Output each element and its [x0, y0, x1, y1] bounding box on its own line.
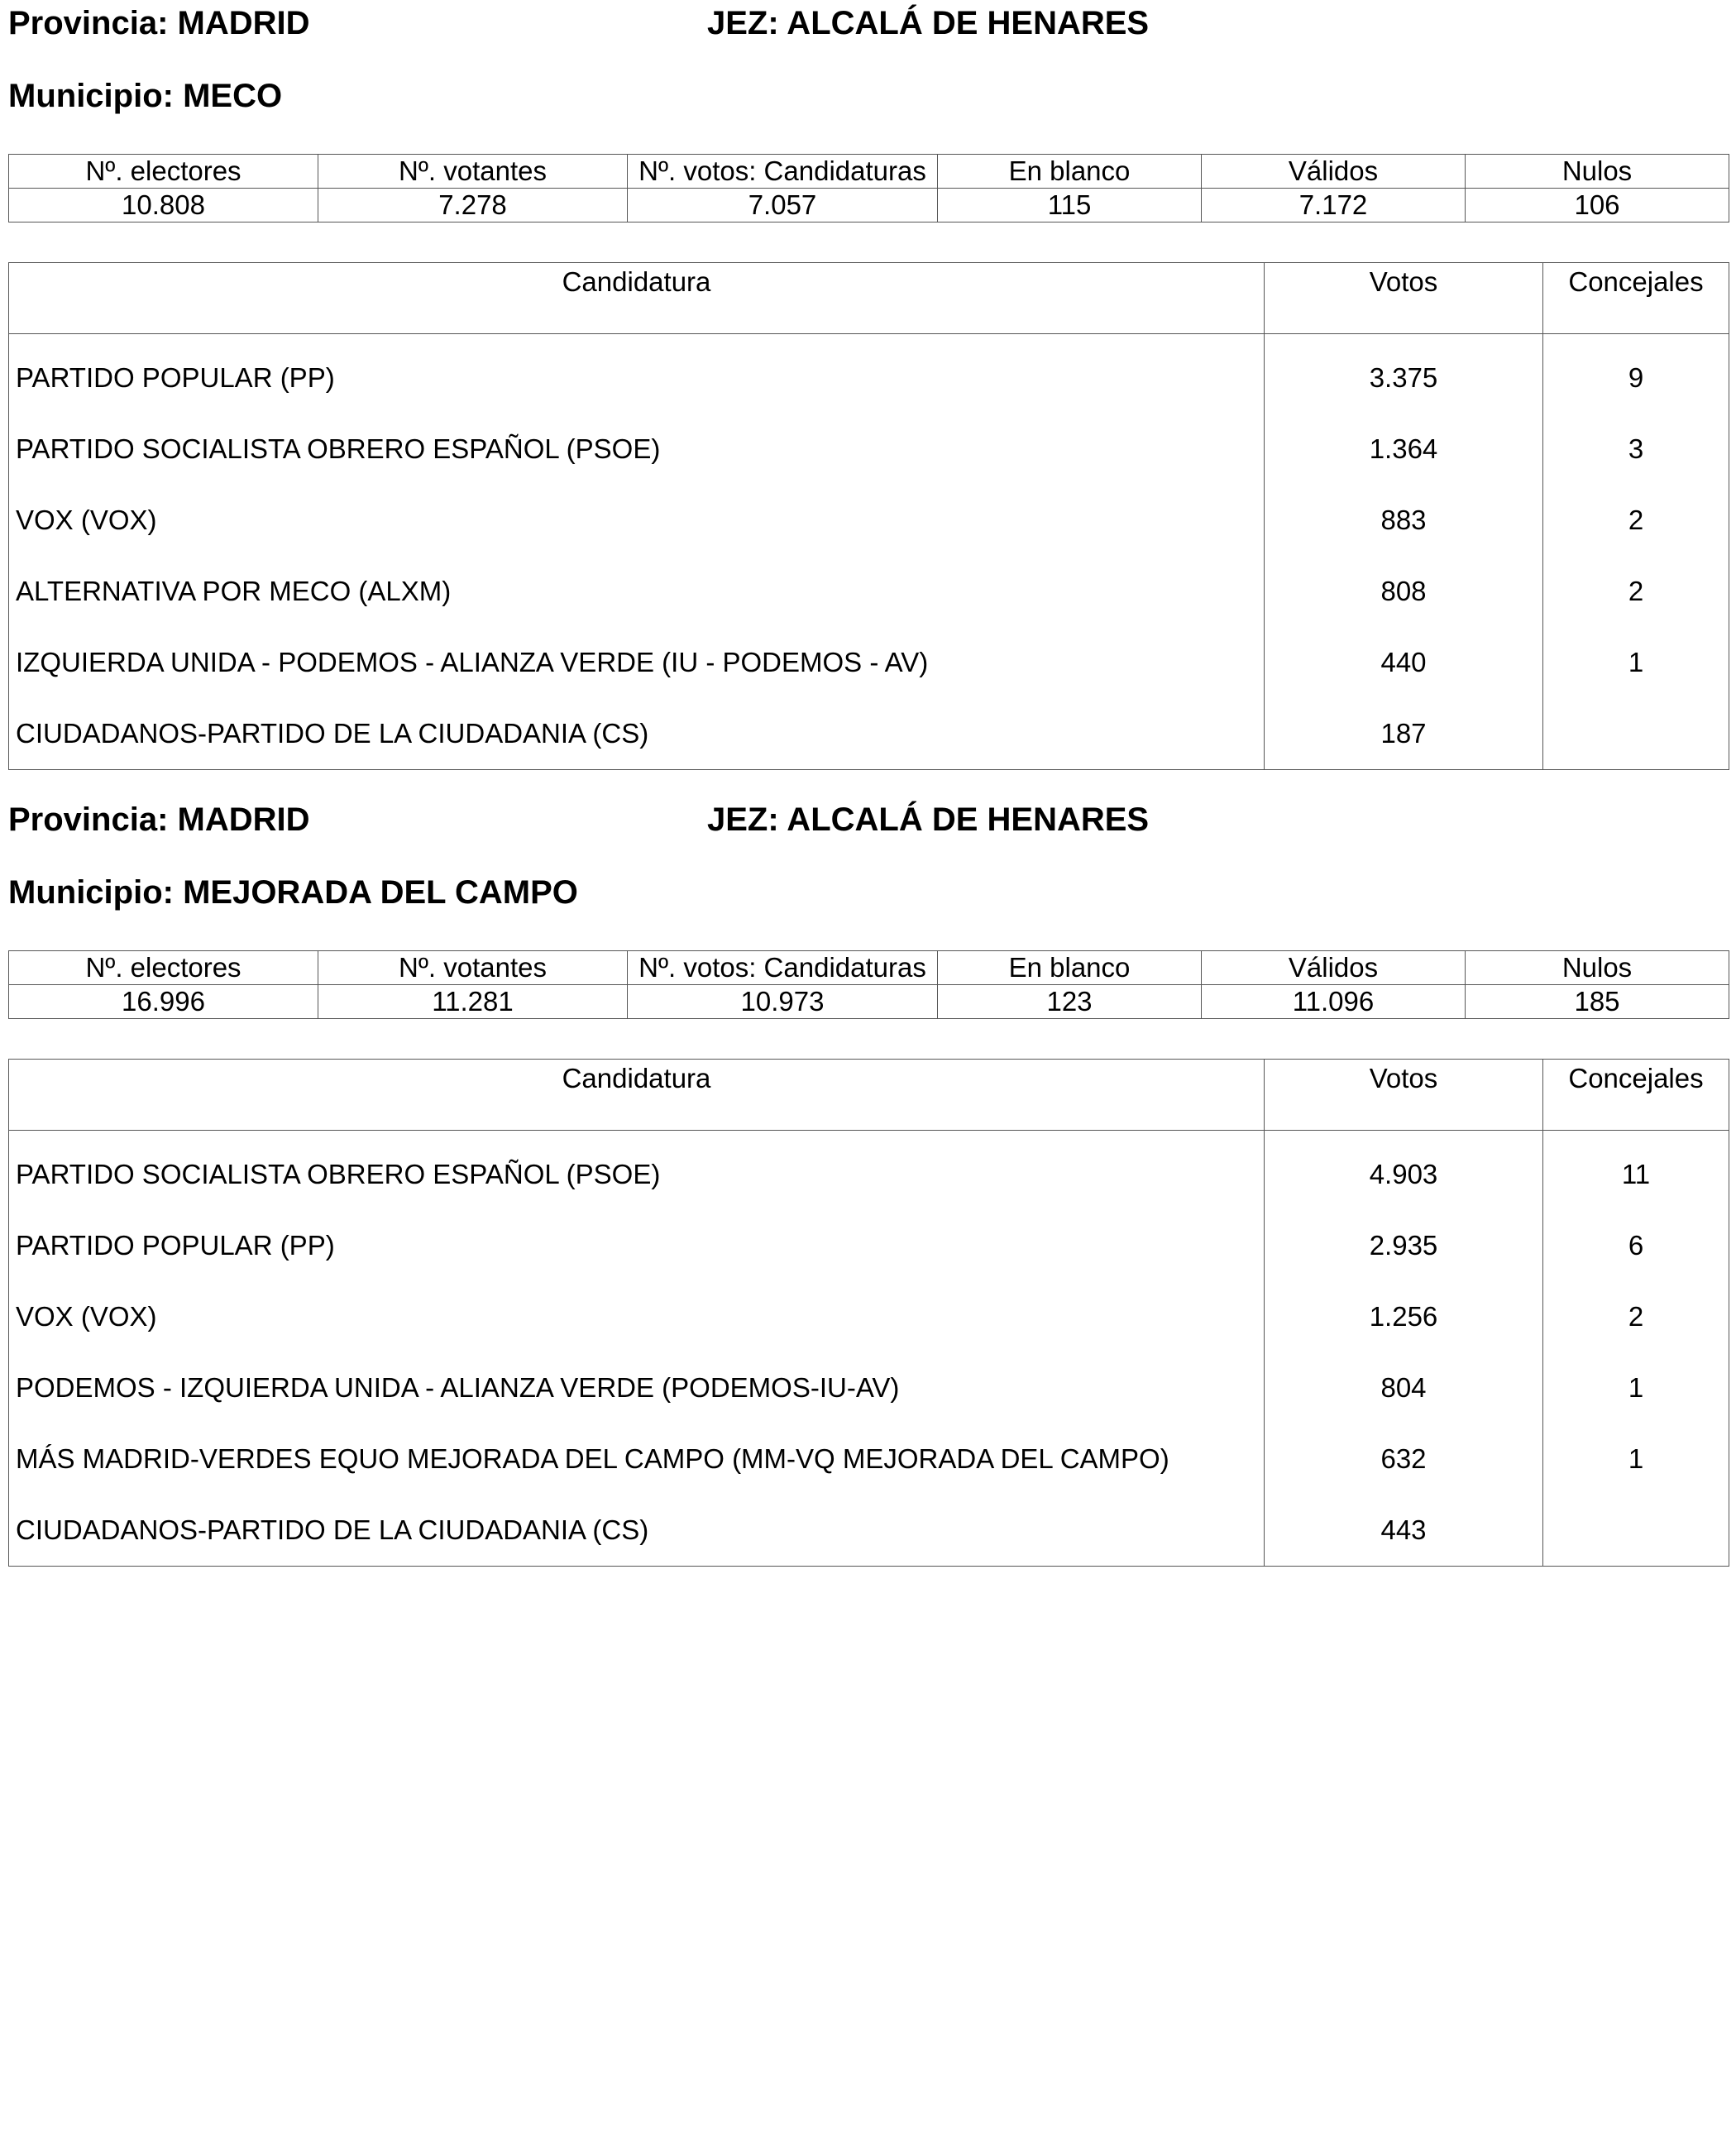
concejales-value: 1: [1543, 1423, 1729, 1495]
stats-table: [8, 950, 1729, 1019]
votos-value: 187: [1265, 698, 1543, 770]
stats-header-cell: En blanco: [938, 155, 1202, 189]
candidatura-name: PARTIDO POPULAR (PP): [16, 1230, 335, 1261]
jez-label: JEZ: ALCALÁ DE HENARES: [707, 801, 1150, 838]
stats-value-cell: 115: [938, 189, 1202, 222]
stats-header-cell: En blanco: [938, 951, 1202, 985]
candidatura-name: MÁS MADRID-VERDES EQUO MEJORADA DEL CAMPO (MM-VQ MEJORADA DEL CAMPO): [16, 1443, 1169, 1474]
votos-value: 1.364: [1265, 414, 1543, 485]
candidatura-row: [9, 627, 1729, 698]
votos-value: 443: [1265, 1495, 1543, 1567]
stats-value-cell: 16.996: [9, 985, 318, 1019]
stats-header-cell: Nulos: [1466, 155, 1729, 189]
candidatura-row: [9, 414, 1729, 485]
candidatura-name: CIUDADANOS-PARTIDO DE LA CIUDADANIA (CS): [16, 718, 649, 749]
stats-header-cell: Nulos: [1466, 951, 1729, 985]
stats-header-row: [9, 951, 1729, 985]
stats-header-cell: Nº. votantes: [318, 951, 628, 985]
concejales-header: Concejales: [1543, 1060, 1729, 1131]
candidatura-header: Candidatura: [9, 1060, 1265, 1131]
stats-value-cell: 123: [938, 985, 1202, 1019]
stats-header-cell: Nº. votos: Candidaturas: [628, 951, 938, 985]
concejales-value: 6: [1543, 1210, 1729, 1281]
concejales-value: 11: [1543, 1131, 1729, 1211]
provincia-label: Provincia: MADRID: [8, 801, 310, 838]
candidatura-row: [9, 1352, 1729, 1423]
municipio-section-meco: [8, 0, 1729, 770]
stats-value-cell: 10.973: [628, 985, 938, 1019]
candidatura-name: PODEMOS - IZQUIERDA UNIDA - ALIANZA VERDE (PODEMOS-IU-AV): [16, 1372, 900, 1403]
stats-header-cell: Nº. votantes: [318, 155, 628, 189]
candidatura-name: IZQUIERDA UNIDA - PODEMOS - ALIANZA VERDE (IU - PODEMOS - AV): [16, 647, 929, 677]
candidatura-name: VOX (VOX): [16, 1301, 157, 1332]
section-header: [8, 797, 1729, 846]
concejales-value: [1543, 698, 1729, 770]
concejales-value: 1: [1543, 627, 1729, 698]
votos-value: 883: [1265, 485, 1543, 556]
candidatura-row: [9, 698, 1729, 770]
votos-value: 3.375: [1265, 334, 1543, 414]
stats-header-cell: Nº. votos: Candidaturas: [628, 155, 938, 189]
candidatura-row: [9, 1495, 1729, 1567]
stats-value-row: [9, 985, 1729, 1019]
votos-value: 632: [1265, 1423, 1543, 1495]
votos-header: Votos: [1265, 1060, 1543, 1131]
candidatura-row: [9, 485, 1729, 556]
municipio-title: Municipio: MECO: [8, 78, 283, 114]
concejales-value: 2: [1543, 556, 1729, 627]
concejales-value: 9: [1543, 334, 1729, 414]
stats-value-cell: 11.281: [318, 985, 628, 1019]
votos-value: 1.256: [1265, 1281, 1543, 1352]
stats-value-cell: 10.808: [9, 189, 318, 222]
concejales-value: 2: [1543, 485, 1729, 556]
stats-header-cell: Nº. electores: [9, 951, 318, 985]
candidaturas-table: [8, 1059, 1729, 1567]
candidaturas-header-row: [9, 1060, 1729, 1131]
candidatura-row: [9, 556, 1729, 627]
votos-value: 804: [1265, 1352, 1543, 1423]
concejales-value: 3: [1543, 414, 1729, 485]
stats-table: [8, 154, 1729, 222]
stats-value-cell: 7.057: [628, 189, 938, 222]
candidatura-name: ALTERNATIVA POR MECO (ALXM): [16, 576, 452, 606]
stats-header-cell: Válidos: [1202, 155, 1466, 189]
stats-value-row: [9, 189, 1729, 222]
candidatura-row: [9, 1131, 1729, 1211]
concejales-value: 1: [1543, 1352, 1729, 1423]
stats-value-cell: 7.172: [1202, 189, 1466, 222]
stats-value-cell: 7.278: [318, 189, 628, 222]
stats-header-cell: Válidos: [1202, 951, 1466, 985]
candidatura-name: VOX (VOX): [16, 505, 157, 535]
section-header: [8, 0, 1729, 50]
votos-value: 4.903: [1265, 1131, 1543, 1211]
votos-value: 2.935: [1265, 1210, 1543, 1281]
stats-value-cell: 106: [1466, 189, 1729, 222]
candidatura-name: PARTIDO POPULAR (PP): [16, 362, 335, 393]
candidatura-row: [9, 1281, 1729, 1352]
concejales-value: 2: [1543, 1281, 1729, 1352]
stats-header-cell: Nº. electores: [9, 155, 318, 189]
stats-header-row: [9, 155, 1729, 189]
candidatura-name: PARTIDO SOCIALISTA OBRERO ESPAÑOL (PSOE): [16, 433, 661, 464]
stats-value-cell: 185: [1466, 985, 1729, 1019]
concejales-header: Concejales: [1543, 263, 1729, 334]
candidatura-row: [9, 334, 1729, 414]
candidatura-name: CIUDADANOS-PARTIDO DE LA CIUDADANIA (CS): [16, 1514, 649, 1545]
candidaturas-table: [8, 262, 1729, 770]
candidatura-row: [9, 1210, 1729, 1281]
votos-value: 440: [1265, 627, 1543, 698]
stats-value-cell: 11.096: [1202, 985, 1466, 1019]
candidatura-row: [9, 1423, 1729, 1495]
candidaturas-header-row: [9, 263, 1729, 334]
concejales-value: [1543, 1495, 1729, 1567]
provincia-label: Provincia: MADRID: [8, 5, 310, 41]
candidatura-header: Candidatura: [9, 263, 1265, 334]
jez-label: JEZ: ALCALÁ DE HENARES: [707, 5, 1150, 41]
candidatura-name: PARTIDO SOCIALISTA OBRERO ESPAÑOL (PSOE): [16, 1159, 661, 1189]
votos-value: 808: [1265, 556, 1543, 627]
votos-header: Votos: [1265, 263, 1543, 334]
municipio-title: Municipio: MEJORADA DEL CAMPO: [8, 874, 578, 911]
municipio-section-mejorada: [8, 797, 1729, 1567]
